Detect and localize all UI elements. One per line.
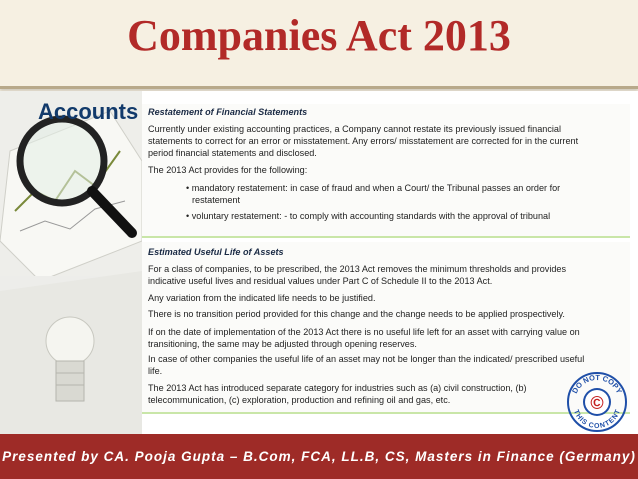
useful-life-p5-line1: In case of other companies the useful life of an asset may not be longer than the indicated/ prescribed useful <box>148 354 585 364</box>
useful-life-p4-line1: If on the date of implementation of the 2013 Act there is no useful life left for an asset with carrying value on <box>148 327 580 337</box>
magnifier-documents-image <box>0 91 142 434</box>
bullet-mandatory-line1: • mandatory restatement: in case of fraud and when a Court/ the Tribunal passes an order for <box>186 183 561 193</box>
restatement-para1-line2: statements to correct for an error or misstatement. Any errors/ misstatement are corrected for in the current <box>148 136 579 146</box>
copyright-symbol: © <box>590 393 604 413</box>
do-not-copy-stamp <box>566 371 628 433</box>
useful-life-p1-line2: indicative useful lives and residual values under Part C of Schedule II to the 2013 Act. <box>148 276 493 286</box>
stamp-bottom-text: THIS CONTENT <box>572 408 622 431</box>
useful-life-p4-line2: transitioning, the same may be adjusted through opening reserves. <box>148 339 417 349</box>
useful-life-p5-line2: life. <box>148 366 163 376</box>
bullet-voluntary: • voluntary restatement: - to comply with accounting standards with the approval of tribunal <box>186 211 551 221</box>
restatement-heading: Restatement of Financial Statements <box>148 107 308 117</box>
useful-life-heading: Estimated Useful Life of Assets <box>148 247 284 257</box>
useful-life-p2: Any variation from the indicated life needs to be justified. <box>148 293 376 303</box>
presenter-credit: Presented by CA. Pooja Gupta – B.Com, FCA, LL.B, CS, Masters in Finance (Germany) <box>2 449 636 464</box>
useful-life-p3: There is no transition period provided for this change and the change needs to be applied prospectively. <box>148 309 565 319</box>
page-title: Companies Act 2013 <box>127 11 511 60</box>
accounts-label: Accounts <box>38 99 139 124</box>
restatement-para2: The 2013 Act provides for the following: <box>148 165 308 175</box>
restatement-para1-line3: period financial statements and disclosed. <box>148 148 317 158</box>
stamp-top-text: DO NOT COPY <box>570 372 624 395</box>
restatement-para1-line1: Currently under existing accounting practices, a Company cannot restate its previously issued financial <box>148 124 561 134</box>
useful-life-p6-line2: telecommunication, (c) exploration, production and refining oil and gas, etc. <box>148 395 451 405</box>
useful-life-p1-line1: For a class of companies, to be prescribed, the 2013 Act removes the minimum thresholds and provides <box>148 264 567 274</box>
useful-life-p6-line1: The 2013 Act has introduced separate category for industries such as (a) civil construction, (b) <box>148 383 527 393</box>
bullet-mandatory-line2: restatement <box>192 195 241 205</box>
